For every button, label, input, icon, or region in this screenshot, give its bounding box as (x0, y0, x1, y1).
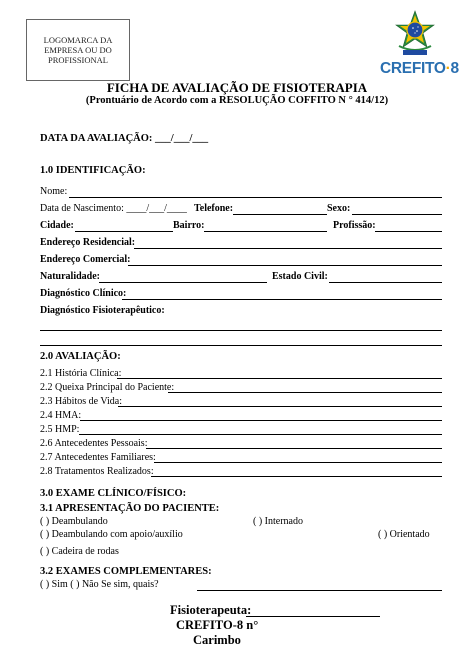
queixa-principal-label: 2.2 Queixa Principal do Paciente: (40, 382, 175, 393)
telefone-label: Telefone: (194, 203, 234, 214)
sexo-field[interactable] (352, 214, 442, 215)
form-title: FICHA DE AVALIAÇÃO DE FISIOTERAPIA (106, 80, 368, 95)
hmp-label: 2.5 HMP: (40, 424, 80, 435)
tratamentos-realizados-label: 2.8 Tratamentos Realizados: (40, 466, 154, 477)
profissao-label: Profissão: (333, 220, 376, 231)
crefito-brand-number: 8 (450, 60, 459, 77)
sexo-label: Sexo: (327, 203, 351, 214)
estado-civil-label: Estado Civil: (272, 271, 328, 282)
cadeira-rodas-checkbox[interactable]: ( ) Cadeira de rodas (40, 546, 119, 557)
hma-field[interactable] (80, 420, 442, 421)
logo-line-2: EMPRESA OU DO (44, 45, 112, 55)
hma-label: 2.4 HMA: (40, 410, 82, 421)
diagnostico-clinico-field[interactable] (122, 299, 442, 300)
bairro-label: Bairro: (173, 220, 205, 231)
data-nascimento-label: Data de Nascimento: ____/___/____ (40, 203, 187, 214)
historia-clinica-field[interactable] (117, 378, 442, 379)
internado-checkbox[interactable]: ( ) Internado (253, 516, 303, 527)
antecedentes-pessoais-label: 2.6 Antecedentes Pessoais: (40, 438, 148, 449)
crefito-brand-text: CREFITO (380, 60, 446, 77)
habitos-vida-field[interactable] (118, 406, 442, 407)
nome-field[interactable] (69, 197, 442, 198)
logo-line-1: LOGOMARCA DA (43, 35, 113, 45)
deambulando-apoio-checkbox[interactable]: ( ) Deambulando com apoio/auxílio (40, 529, 183, 540)
tratamentos-realizados-field[interactable] (151, 476, 442, 477)
historia-clinica-label: 2.1 História Clínica: (40, 368, 122, 379)
company-logo-placeholder (26, 19, 130, 81)
diagnostico-fisio-field-line-1[interactable] (40, 330, 442, 331)
exames-sim-nao-options[interactable]: ( ) Sim ( ) Não Se sim, quais? (40, 579, 159, 590)
naturalidade-field[interactable] (99, 282, 267, 283)
evaluation-date-label: DATA DA AVALIAÇÃO: ___/___/___ (40, 133, 209, 144)
form-subtitle: (Prontuário de Acordo com a RESOLUÇÃO COFFITO N ° 414/12) (85, 95, 389, 106)
antecedentes-familiares-field[interactable] (154, 462, 442, 463)
diagnostico-fisio-label: Diagnóstico Fisioterapêutico: (40, 305, 165, 316)
brazil-coat-of-arms-icon (393, 10, 437, 60)
orientado-checkbox[interactable]: ( ) Orientado (378, 529, 430, 540)
habitos-vida-label: 2.3 Hábitos de Vida: (40, 396, 122, 407)
estado-civil-field[interactable] (329, 282, 442, 283)
crefito-number-label: CREFITO-8 n° (176, 618, 259, 632)
fisioterapeuta-label: Fisioterapeuta: (170, 603, 252, 617)
antecedentes-pessoais-field[interactable] (146, 448, 442, 449)
section-identificacao-heading: 1.0 IDENTIFICAÇÃO: (40, 165, 146, 176)
profissao-field[interactable] (375, 231, 442, 232)
carimbo-label: Carimbo (193, 633, 241, 647)
queixa-principal-field[interactable] (168, 392, 442, 393)
endereco-residencial-field[interactable] (134, 248, 442, 249)
hmp-field[interactable] (79, 434, 442, 435)
endereco-comercial-label: Endereço Comercial: (40, 254, 131, 265)
antecedentes-familiares-label: 2.7 Antecedentes Familiares: (40, 452, 156, 463)
logo-line-3: PROFISSIONAL (48, 55, 108, 65)
telefone-field[interactable] (233, 214, 327, 215)
section-exame-heading: 3.0 EXAME CLÍNICO/FÍSICO: (40, 488, 187, 499)
diagnostico-clinico-label: Diagnóstico Clínico: (40, 288, 127, 299)
fisioterapeuta-signature-field[interactable] (246, 616, 380, 617)
nome-label: Nome: (40, 186, 68, 197)
bairro-field[interactable] (204, 231, 327, 232)
crefito-brand-logo (380, 60, 459, 78)
diagnostico-fisio-field-line-2[interactable] (40, 345, 442, 346)
exames-quais-field[interactable] (197, 590, 442, 591)
cidade-field[interactable] (75, 231, 173, 232)
section-avaliacao-heading: 2.0 AVALIAÇÃO: (40, 351, 121, 362)
crefito-brand-dot: · (445, 60, 451, 77)
endereco-comercial-field[interactable] (128, 265, 442, 266)
endereco-residencial-label: Endereço Residencial: (40, 237, 136, 248)
apresentacao-paciente-heading: 3.1 APRESENTAÇÃO DO PACIENTE: (40, 503, 220, 514)
cidade-label: Cidade: (40, 220, 74, 231)
exames-complementares-heading: 3.2 EXAMES COMPLEMENTARES: (40, 566, 212, 577)
deambulando-checkbox[interactable]: ( ) Deambulando (40, 516, 108, 527)
naturalidade-label: Naturalidade: (40, 271, 100, 282)
